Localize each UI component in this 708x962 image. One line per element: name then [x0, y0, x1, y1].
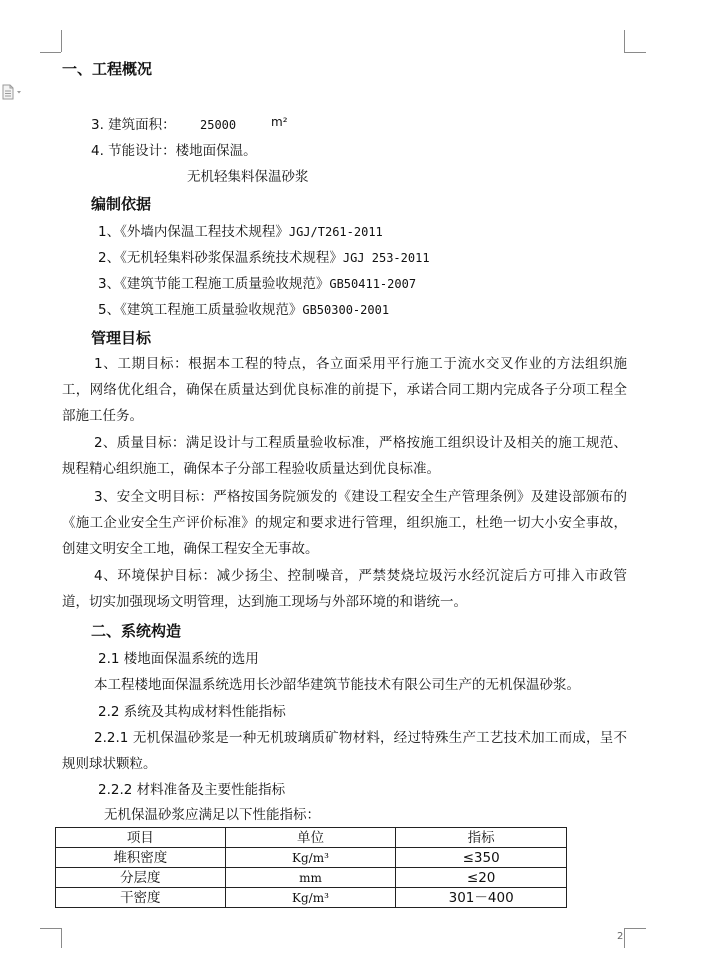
- basis-item: 2、《无机轻集料砂浆保温系统技术规程》JGJ 253-2011: [98, 250, 430, 266]
- building-area-unit: m²: [271, 115, 288, 129]
- crop-mark-bottom-left: [61, 928, 62, 948]
- crop-mark-top-right: [624, 30, 625, 52]
- basis-item: 1、《外墙内保温工程技术规程》JGJ/T261-2011: [98, 224, 383, 240]
- section-heading-system: 二、系统构造: [91, 622, 182, 640]
- goal-quality: 2、质量目标：满足设计与工程质量验收标准，严格按施工组织设计及相关的施工规范、规程精心组织施工，确保本子分部工程验收质量达到优良标准。: [62, 435, 627, 477]
- building-area-label: 3. 建筑面积：: [91, 117, 176, 133]
- crop-mark-bottom-left: [40, 928, 61, 929]
- goal-safety: 3、安全文明目标：严格按国务院颁发的《建设工程安全生产管理条例》及建设部颁布的《施工企业安全生产评价标准》的规定和要求进行管理，组织施工，杜绝一切大小安全事故，创建文明安全工地，确保工程安全无事故。: [62, 489, 627, 557]
- table-cell: 分层度: [56, 868, 226, 888]
- crop-mark-top-left: [40, 52, 61, 53]
- navigation-pane-icon[interactable]: [2, 84, 24, 100]
- basis-item: 5、《建筑工程施工质量验收规范》GB50300-2001: [98, 302, 390, 318]
- table-cell: mm: [225, 868, 396, 888]
- table-header-cell: 指标: [396, 828, 567, 848]
- section-heading-overview: 一、工程概况: [62, 60, 153, 78]
- table-header-row: [56, 828, 567, 848]
- goal-schedule: 1、工期目标：根据本工程的特点，各立面采用平行施工于流水交叉作业的方法组织施工，网络优化组合，确保在质量达到优良标准的前提下，承诺合同工期内完成各子分项工程全部施工任务。: [62, 356, 627, 424]
- table-cell: 301－400: [396, 888, 567, 908]
- basis-heading: 编制依据: [91, 195, 152, 213]
- subsection-2-1-text: 本工程楼地面保温系统选用长沙韶华建筑节能技术有限公司生产的无机保温砂浆。: [94, 677, 580, 693]
- table-cell: ≤20: [396, 868, 567, 888]
- page-number: 2: [617, 931, 624, 942]
- crop-mark-bottom-right: [624, 928, 625, 948]
- table-cell: ≤350: [396, 848, 567, 868]
- subsection-2-2-title: 2.2 系统及其构成材料性能指标: [98, 704, 286, 720]
- table-row: [56, 888, 567, 908]
- energy-design-line: 4. 节能设计：楼地面保温。: [91, 143, 257, 159]
- goals-heading: 管理目标: [91, 329, 152, 347]
- table-cell: Kg/m³: [225, 888, 396, 908]
- basis-item: 3、《建筑节能工程施工质量验收规范》GB50411-2007: [98, 276, 417, 292]
- goal-environment: 4、环境保护目标：减少扬尘、控制噪音，严禁焚烧垃圾污水经沉淀后方可排入市政管道，切实加强现场文明管理，达到施工现场与外部环境的和谐统一。: [62, 568, 627, 610]
- subsection-2-2-1-text: 2.2.1 无机保温砂浆是一种无机玻璃质矿物材料，经过特殊生产工艺技术加工而成，呈不规则球状颗粒。: [62, 730, 627, 772]
- table-row: [56, 848, 567, 868]
- performance-table: [55, 827, 567, 908]
- crop-mark-top-left: [61, 30, 62, 52]
- crop-mark-top-right: [624, 52, 646, 53]
- energy-design-material: 无机轻集料保温砂浆: [187, 169, 309, 185]
- table-header-cell: 项目: [56, 828, 226, 848]
- crop-mark-bottom-right: [624, 928, 646, 929]
- building-area-value: 25000: [200, 118, 237, 132]
- table-caption: 无机保温砂浆应满足以下性能指标：: [104, 807, 320, 823]
- table-cell: Kg/m³: [225, 848, 396, 868]
- subsection-2-1-title: 2.1 楼地面保温系统的选用: [98, 651, 259, 667]
- subsection-2-2-2-title: 2.2.2 材料准备及主要性能指标: [98, 782, 286, 798]
- table-row: [56, 868, 567, 888]
- table-header-cell: 单位: [225, 828, 396, 848]
- table-cell: 堆积密度: [56, 848, 226, 868]
- table-cell: 干密度: [56, 888, 226, 908]
